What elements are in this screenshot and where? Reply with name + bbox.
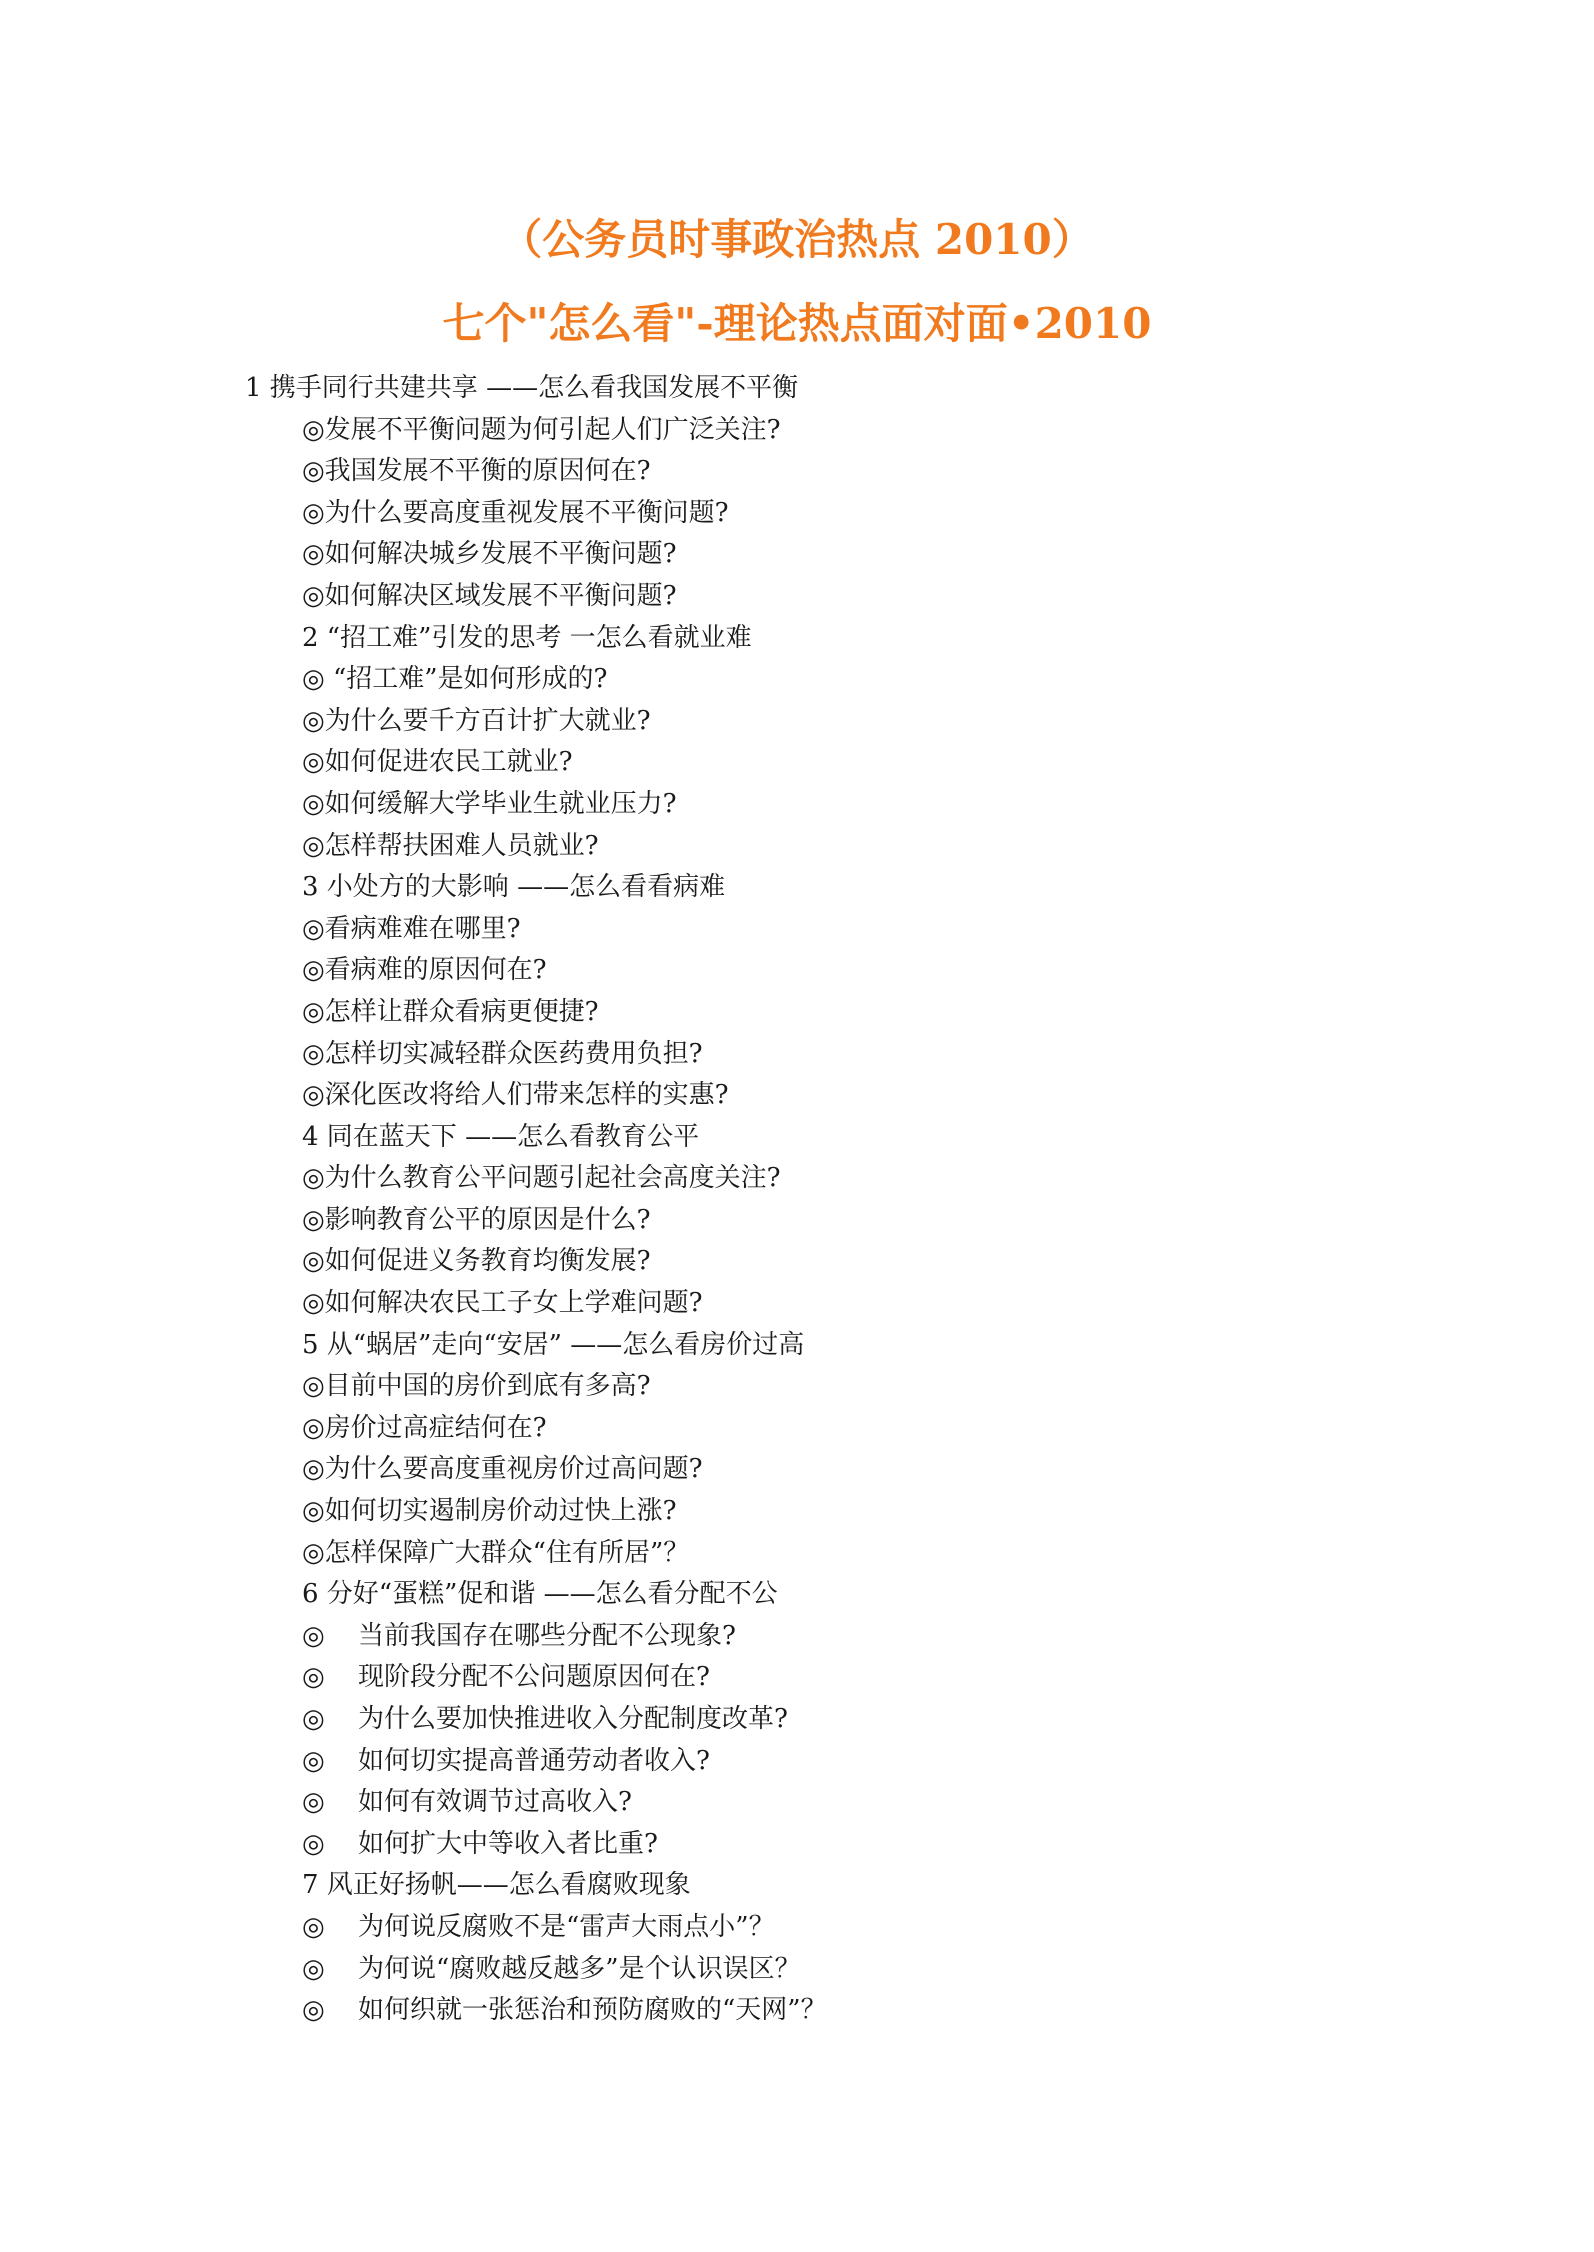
question-item: ◎为什么要高度重视发展不平衡问题? xyxy=(302,497,729,528)
question-item: ◎怎样保障广大群众“住有所居”？ xyxy=(302,1537,690,1568)
section-heading-1: 1 携手同行共建共享 ——怎么看我国发展不平衡 xyxy=(245,373,799,403)
question-item: ◎为什么教育公平问题引起社会高度关注? xyxy=(302,1163,781,1194)
section-heading-6: 6 分好“蛋糕”促和谐 ——怎么看分配不公 xyxy=(302,1579,778,1610)
question-item: ◎怎样帮扶困难人员就业? xyxy=(302,830,599,861)
section-heading-7: 7 风正好扬帆——怎么看腐败现象 xyxy=(302,1870,691,1901)
question-item: ◎深化医改将给人们带来怎样的实惠? xyxy=(302,1080,729,1111)
question-item: ◎为什么要千方百计扩大就业? xyxy=(302,705,651,736)
question-item: ◎ “招工难”是如何形成的? xyxy=(302,664,608,695)
question-item: ◎如何解决农民工子女上学难问题? xyxy=(302,1288,703,1319)
question-item: ◎目前中国的房价到底有多高? xyxy=(302,1371,651,1402)
bullet-mark-icon: ◎ xyxy=(302,1787,325,1818)
question-item: ◎看病难难在哪里? xyxy=(302,913,521,944)
question-item: ◎ 现阶段分配不公问题原因何在? xyxy=(0,1657,1594,1699)
question-item: ◎怎样切实减轻群众医药费用负担? xyxy=(302,1038,703,1069)
question-item: ◎ 如何织就一张惩治和预防腐败的“天网”？ xyxy=(0,1990,1594,2032)
question-item: ◎看病难的原因何在? xyxy=(302,955,547,986)
question-item: ◎发展不平衡问题为何引起人们广泛关注? xyxy=(302,414,781,445)
question-item: ◎ 为何说“腐败越反越多”是个认识误区？ xyxy=(0,1949,1594,1991)
section-heading-5: 5 从“蜗居”走向“安居” ——怎么看房价过高 xyxy=(302,1329,805,1360)
bullet-mark-icon: ◎ xyxy=(302,1662,325,1693)
question-item: ◎ 当前我国存在哪些分配不公现象? xyxy=(0,1616,1594,1658)
question-item: ◎ 如何有效调节过高收入? xyxy=(0,1782,1594,1824)
question-item: ◎ 如何扩大中等收入者比重? xyxy=(0,1824,1594,1866)
question-item: ◎我国发展不平衡的原因何在? xyxy=(302,456,651,487)
question-item: ◎如何缓解大学毕业生就业压力? xyxy=(302,788,677,819)
section-heading-3: 3 小处方的大影响 ——怎么看看病难 xyxy=(302,872,726,903)
question-item: ◎怎样让群众看病更便捷? xyxy=(302,996,599,1027)
bullet-mark-icon: ◎ xyxy=(302,1995,325,2026)
question-item: ◎如何促进义务教育均衡发展? xyxy=(302,1246,651,1277)
section-heading-4: 4 同在蓝天下 ——怎么看教育公平 xyxy=(302,1121,700,1152)
bullet-mark-icon: ◎ xyxy=(302,1953,325,1984)
question-item: ◎如何促进农民工就业? xyxy=(302,747,573,778)
bullet-mark-icon: ◎ xyxy=(302,1911,325,1942)
question-item: ◎影响教育公平的原因是什么? xyxy=(302,1204,651,1235)
bullet-mark-icon: ◎ xyxy=(302,1704,325,1734)
question-item: ◎ 如何切实提高普通劳动者收入? xyxy=(0,1741,1594,1783)
bullet-mark-icon: ◎ xyxy=(302,1745,325,1776)
outline-list xyxy=(0,368,1594,2032)
question-item: ◎为什么要高度重视房价过高问题? xyxy=(302,1454,703,1485)
question-item: ◎如何解决区域发展不平衡问题? xyxy=(302,580,677,611)
question-item: ◎ 为何说反腐败不是“雷声大雨点小”？ xyxy=(0,1907,1594,1949)
question-item: ◎如何解决城乡发展不平衡问题? xyxy=(302,539,677,570)
question-item: ◎如何切实遏制房价动过快上涨? xyxy=(302,1496,677,1527)
question-item: ◎房价过高症结何在? xyxy=(302,1412,547,1443)
bullet-mark-icon: ◎ xyxy=(302,1620,325,1651)
bullet-mark-icon: ◎ xyxy=(302,1828,325,1859)
page-subtitle: 七个"怎么看"-理论热点面对面•2010 xyxy=(442,299,1152,348)
section-heading-2: 2 “招工难”引发的思考 一怎么看就业难 xyxy=(302,622,752,653)
page-title: （公务员时事政治热点 2010） xyxy=(500,215,1094,264)
question-item: ◎ 为什么要加快推进收入分配制度改革? xyxy=(0,1699,1594,1741)
